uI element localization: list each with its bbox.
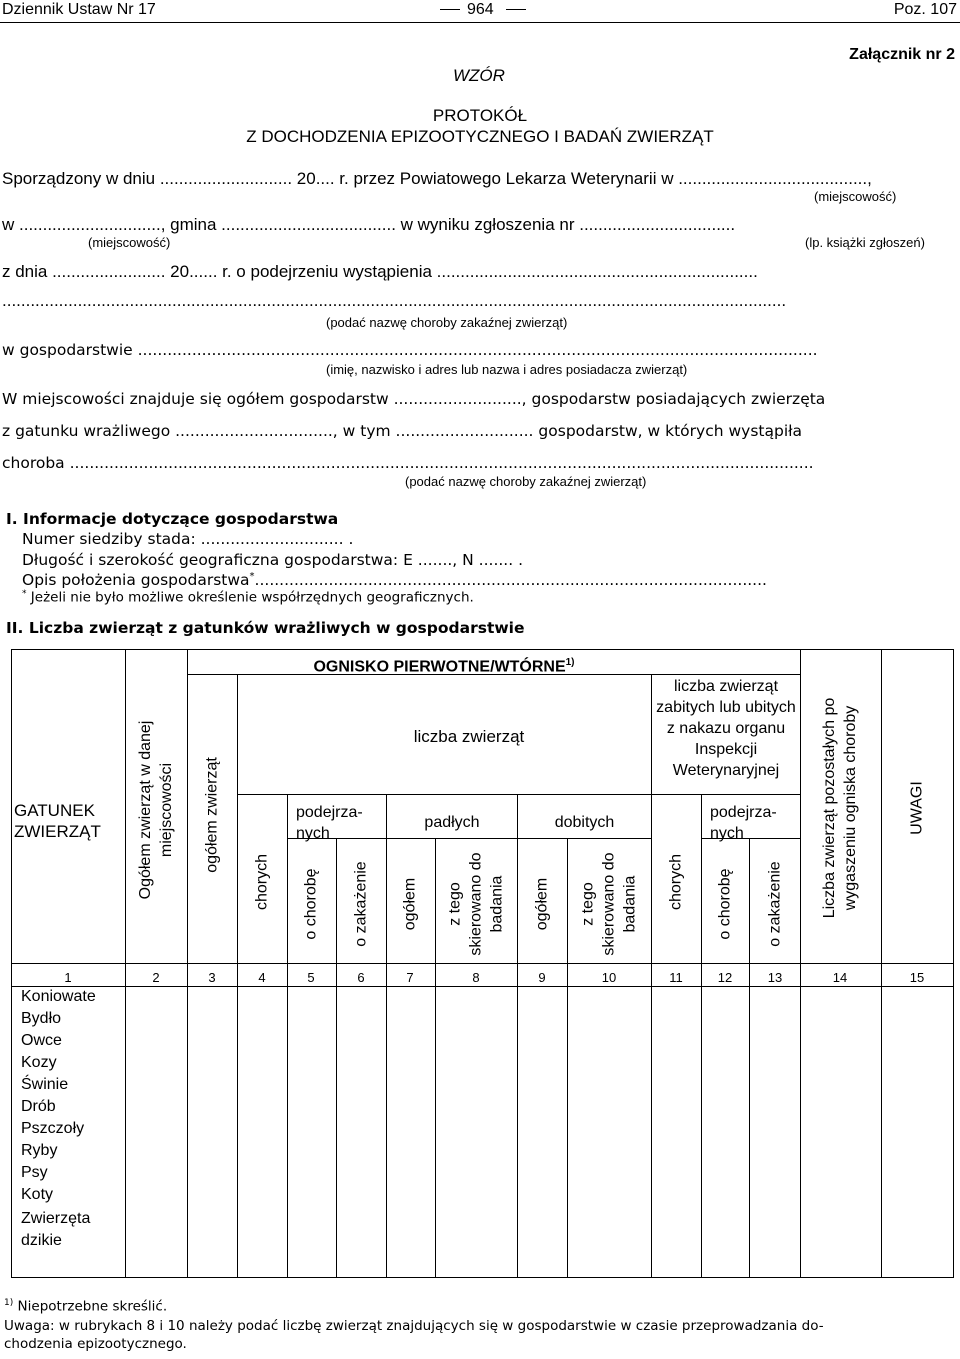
divider [506, 9, 526, 10]
species-row: Drób [21, 1098, 56, 1115]
location-description-line: Opis położenia gospodarstwa*........................................................................................................ [22, 571, 767, 590]
header-culled: dobitych [554, 814, 615, 831]
column-number: 11 [669, 970, 683, 985]
column-number: 12 [717, 970, 733, 985]
footnote: $^{1)}$ Niepotrzebne skreślić. [4, 1298, 168, 1315]
herd-number-line: Numer siedziby stada: ............................. . [22, 530, 354, 548]
divider [440, 9, 460, 10]
column-number: 3 [208, 970, 216, 985]
column-number: 1 [64, 970, 72, 985]
position-number: Poz. 107 [893, 1, 957, 18]
header-suspected-disease: o chorobę [302, 868, 320, 940]
page-number: 964 [467, 1, 494, 18]
header-remaining: Liczba zwierząt pozostałych po wygaszeniu ogniska choroby [821, 697, 859, 919]
form-line-suspicion: z dnia ........................ 20...... r. o podejrzeniu wystąpienia .................................................................... [2, 262, 758, 281]
form-line-date: Sporządzony w dniu ............................ 20.... r. przez Powiatowego Lekarza Weterynarii w ........................................, [2, 169, 872, 188]
form-note-locality: (miejscowość) [88, 235, 171, 250]
species-row: Kozy [21, 1054, 57, 1071]
column-number: 10 [601, 970, 617, 985]
header-dead-tested: z tego skierowano do badania [446, 852, 506, 956]
header-suspected-infection: o zakażenie [352, 861, 370, 947]
column-number: 15 [909, 970, 925, 985]
species-row: Owce [21, 1032, 62, 1049]
column-number: 4 [258, 970, 266, 985]
header-total-local: Ogółem zwierząt w danej miejscowości [137, 720, 175, 900]
column-number: 13 [767, 970, 783, 985]
header-remarks: UWAGI [908, 781, 926, 835]
header-culled-total: ogółem [533, 877, 551, 931]
header-killed-suspected: podejrza-nych [710, 804, 777, 842]
column-number: 9 [538, 970, 546, 985]
header-killed-count: liczba zwierząt zabitych lub ubitych z nakazu organu Inspekcji Weterynaryjnej [656, 678, 796, 779]
coordinates-footnote: * Jeżeli nie było możliwe określenie współrzędnych geograficznych. [22, 589, 474, 606]
species-row: Koniowate [21, 988, 96, 1005]
coordinates-line: Długość i szerokość geograficzna gospodarstwa: E ......., N ....... . [22, 551, 524, 569]
document-subtitle: Z DOCHODZENIA EPIZOOTYCZNEGO I BADAŃ ZWIERZĄT [246, 127, 714, 146]
column-number: 5 [307, 970, 315, 985]
template-label: WZÓR [453, 66, 505, 85]
column-number: 8 [472, 970, 480, 985]
header-animal-count: liczba zwierząt [413, 727, 525, 746]
form-line-disease: ...................................................................................................................................................................... [2, 291, 787, 310]
header-killed-suspected-infection: o zakażenie [766, 861, 784, 947]
header-killed-suspected-disease: o chorobę [716, 868, 734, 940]
form-line-susceptible: z gatunku wrażliwego ................................, w tym ............................ gospodarstw, w których wystąpiła [2, 422, 803, 440]
form-note-report-number: (lp. książki zgłoszeń) [805, 235, 925, 250]
section-heading: I. Informacje dotyczące gospodarstwa [6, 510, 339, 528]
species-row: Świnie [21, 1076, 69, 1093]
form-note-owner: (imię, nazwisko i adres lub nazwa i adres posiadacza zwierząt) [326, 362, 688, 377]
form-line-disease-name: choroba ....................................................................................................................................................... [2, 454, 814, 472]
header-killed-sick: chorych [667, 853, 685, 911]
species-row: Ryby [21, 1142, 58, 1159]
column-number: 6 [357, 970, 365, 985]
journal-title: Dziennik Ustaw Nr 17 [2, 1, 156, 18]
species-row: Bydło [21, 1010, 62, 1027]
header-dead: padłych [424, 814, 480, 831]
column-number: 2 [152, 970, 160, 985]
species-row: Koty [21, 1186, 54, 1203]
header-total-animals: ogółem zwierząt [203, 757, 221, 873]
species-row: Zwierzęta dzikie [21, 1210, 91, 1249]
form-note-locality: (miejscowość) [814, 189, 897, 204]
header-dead-total: ogółem [401, 877, 419, 931]
form-note-disease: (podać nazwę choroby zakaźnej zwierząt) [326, 315, 568, 330]
header-outbreak: OGNISKO PIERWOTNE/WTÓRNE$^{1)}$ [313, 657, 575, 676]
form-note-disease: (podać nazwę choroby zakaźnej zwierząt) [405, 474, 647, 489]
remark-line: chodzenia epizootycznego. [4, 1336, 187, 1352]
form-line-farm-count: W miejscowości znajduje się ogółem gospodarstw .........................., gospodarstw posiadających zwierzęta [2, 390, 826, 408]
header-culled-tested: z tego skierowano do badania [579, 852, 639, 956]
annex-label: Załącznik nr 2 [849, 46, 955, 63]
header-rule [0, 22, 960, 23]
header-suspected: podejrza-nych [296, 804, 363, 842]
species-row: Pszczoły [21, 1120, 85, 1137]
document-title: PROTOKÓŁ [432, 106, 528, 125]
header-species: GATUNEK ZWIERZĄT [14, 801, 101, 841]
section-heading: II. Liczba zwierząt z gatunków wrażliwych w gospodarstwie [6, 619, 525, 637]
form-line-municipality: w .............................., gmina ..................................... w wyniku zgłoszenia nr ................................. [2, 215, 736, 234]
species-row: Psy [21, 1164, 48, 1181]
column-number: 14 [832, 970, 848, 985]
column-number: 7 [406, 970, 414, 985]
remark-line: Uwaga: w rubrykach 8 i 10 należy podać liczbę zwierząt znajdujących się w gospodarstwie w czasie przeprowadzania do- [4, 1318, 824, 1334]
header-sick: chorych [253, 853, 271, 911]
form-line-farm: w gospodarstwie .......................................................................................................................................... [2, 341, 818, 359]
